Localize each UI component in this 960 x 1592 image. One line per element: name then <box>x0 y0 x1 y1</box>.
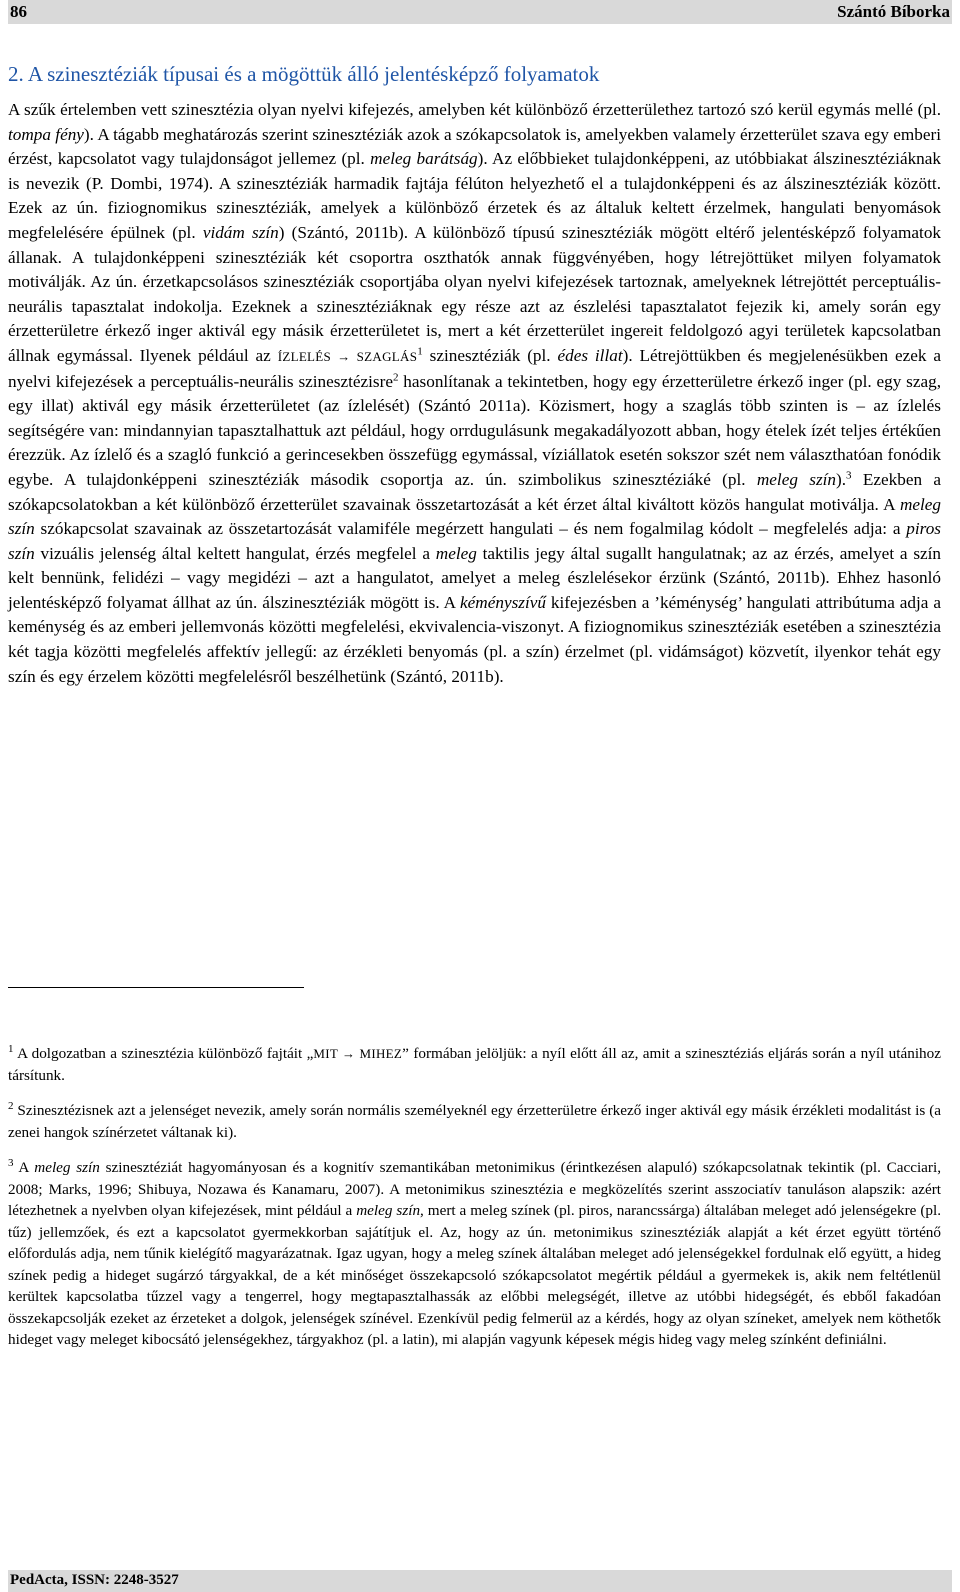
page-number: 86 <box>10 2 27 21</box>
footnotes <box>8 1043 941 1365</box>
example-term: tompa fény <box>8 124 84 144</box>
example-term: vidám szín <box>202 222 279 242</box>
text-run: Ezekben a szókapcsolatokban a két különböző érzetterület szavainak összetartozását a két érzet által kiváltott közös hangulat motiválja. A <box>8 469 941 514</box>
footnote-ref-2[interactable]: 2 <box>392 370 399 383</box>
running-author: Szántó Bíborka <box>837 2 950 21</box>
small-caps-term: ÍZLELÉS → SZAGLÁS <box>277 348 418 364</box>
text-run: Szinesztézisnek azt a jelenséget nevezik, amely során normális személyeknél egy érzetterületre érkező inger aktivál egy másik érzékleti modalitást is (a zenei hangok színérzetet váltanak ki). <box>8 1102 941 1141</box>
text-run: taktilis jegy által sugallt hangulatnak; az az érzés, amelyet a szín kelt bennünk, felidézi – vagy megidézi – azt a hangulatot, amelyet a meleg észlelésekor érzünk (Szántó, 2011b). Ehhez hasonló jelentésképző folyamat állhat az ún. álszinesztéziák mögött is. A <box>8 543 942 612</box>
example-term: meleg szín <box>356 1202 421 1219</box>
example-term: piros szín <box>8 519 941 563</box>
main-paragraph <box>8 98 941 689</box>
page-header <box>8 0 952 24</box>
text-run: ) (Szántó, 2011b). A különböző típusú szinesztéziák mögött eltérő jelentésképző folyamatok állanak. A tulajdonképpeni szinesztéziák két csoportra oszthatók annak függvényében, hogy létrejöttüket milyen folyamatok motiválják. Az ún. érzetkapcsolásos szinesztéziák csoportjába olyan nyelvi kifejezések tartoznak, amelyeknek létrejöttét perceptuális-neurális tapasztalat indokolja. Ezeknek a szinesztéziáknak egy része azt az észlelési tapasztalatot fejezik ki, amely során egy érzetterületre érkező inger aktivál egy másik érzetterületet is, mert a két érzetterület ingereit feldolgozó agyi területek kapcsolatban állnak egymással. Ilyenek például az <box>8 222 942 365</box>
text-run: szókapcsolat szavainak az összetartozását valamiféle megérzett hangulati – és nem fogalmilag kódolt – megfelelés adja: a <box>34 519 907 539</box>
example-term: meleg szín <box>8 494 941 539</box>
example-term: édes illat <box>557 345 623 365</box>
text-run: ). <box>836 469 847 489</box>
footnote-number: 3 <box>8 1156 14 1169</box>
text-run: szinesztéziát hagyományosan és a kognitív szemantikában metonimikus (érintkezésen alapuló) szókapcsolatnak tekintik (pl. Cacciari, 2008; Marks, 1996; Shibuya, Nozawa és Kanamaru, 2007). A metonimikus szinesztézia e megközelítés szerint asszociatív tanuláson alapszik: azért létezhetnek a nyelvben olyan kifejezések, mint például a <box>8 1159 941 1219</box>
page-footer <box>8 1570 952 1592</box>
text-run: ” formában jelöljük: a nyíl előtt áll az, amit a szinesztéziás eljárás során a nyíl utánihoz társítunk. <box>8 1045 941 1084</box>
text-run: szinesztéziák (pl. <box>422 345 558 365</box>
text-run: , mert a meleg színek (pl. piros, narancssárga) általában meleget adó jelenségekre (pl. tűz) jellemzőek, és ezt a kapcsolatot gyermekkorban sajátítjuk el. Az, hogy az ún. metonimikus szinesztéziák alapját a két érzet együtt történő előfordulás adja, nem tűnik kielégítő magyarázatnak. Igaz ugyan, hogy a meleg színek általában meleget adó jelenségekkel fordulnak elő együtt, a hideg színek pedig a hideget sugárzó tárgyakkal, de a két minőséget összekapcsoló szókapcsolatot megértik például a gyermekek is, akik nem feltétlenül kerültek kapcsolatba tűzzel vagy a tengerrel, hogy megtapasztalhassák az előbbi melegségét, illetve az utóbbi hidegségét, és ebből fakadóan összekapcsolják ezeket az érzeteket a dolgok, jelenségek színével. Ezenkívül pedig felmerül az a kérdés, hogy az olyan színeket, amelyek nem köthetők hideget vagy meleget kibocsátó jelenségekhez, tárgyakhoz (pl. a latin), mi alapján vagyunk képesek mégis hideg vagy meleg színként definiálni. <box>8 1202 941 1348</box>
section-title: 2. A szinesztéziák típusai és a mögöttük álló jelentésképző folyamatok <box>8 62 600 86</box>
footnote-1 <box>8 1043 941 1086</box>
footnote-number: 2 <box>8 1099 14 1112</box>
footnote-separator <box>8 987 304 988</box>
text-run: hasonlítanak a tekintetben, hogy egy érzetterületre érkező inger (pl. egy szag, egy illat) aktivál egy másik érzetterületet (az ízlelését) (Szántó 2011a). Közismert, hogy a szaglás több szinten is – az ízlelés segítségére van: mindannyian tapasztalhattuk azt például, hogy orrdugulásunk megakadályozott abban, hogy ételek ízét teljes értékűen érezzük. Az ízlelő és a szagló funkció a gerincesekben összefügg egymással, víziállatok esetén sokszor szét nem választhatóan fonódik egybe. A tulajdonképpeni szinesztéziák második csoportja az. ún. szimbolikus szinesztéziáké (pl. <box>8 371 941 489</box>
text-run: ). Az előbbieket tulajdonképpeni, az utóbbiakat álszinesztéziáknak is nevezik (P. Dombi, 1974). A szinesztéziák harmadik fajtája félúton helyezhető el a tulajdonképpeni és az álszinesztéziák között. Ezek az ún. fiziognomikus szinesztéziák, amelyek a különböző érzetek és az általuk keltett érzelmek, hangulati benyomások megfelelésére épülnek (pl. <box>8 149 941 242</box>
text-run: A szűk értelemben vett szinesztézia olyan nyelvi kifejezés, amelyben két különböző érzetterülethez tartozó szó kerül egymás mellé (pl. <box>8 100 941 119</box>
example-term: meleg szín <box>34 1159 100 1176</box>
footnote-3 <box>8 1157 941 1351</box>
small-caps-term: MIT → MIHEZ <box>313 1046 403 1061</box>
text-run: vizuális jelenség által keltett hangulat, érzés megfelel a <box>34 543 436 563</box>
example-term: meleg szín <box>756 469 837 489</box>
example-term: meleg <box>435 543 477 563</box>
example-term: meleg barátság <box>370 149 478 169</box>
journal-info: PedActa, ISSN: 2248-3527 <box>10 1572 179 1588</box>
footnote-ref-1[interactable]: 1 <box>417 345 423 358</box>
text-run: kifejezésben a ’kéménység’ hangulati attribútuma adja a keménység és az emberi jellemvonás közötti megfelelési, ekvivalencia-viszonyt. A fiziognomikus szinesztéziák esetében a szinesztézia két tagja közötti megfelelés affektív jellegű: az érzékleti benyomás (pl. a szín) érzelmet (pl. vidámságot) közvetít, ilyenkor tehát egy szín és egy érzelem közötti megfelelésről beszélhetünk (Szántó, 2011b). <box>8 592 941 686</box>
text-run: A <box>13 1159 35 1176</box>
footnote-2 <box>8 1100 941 1143</box>
example-term: kéményszívű <box>460 592 546 612</box>
body-text <box>8 98 941 689</box>
text-run: A dolgozatban a szinesztézia különböző fajtáit „ <box>13 1045 314 1062</box>
text-run: ). Létrejöttükben és megjelenésükben ezek a nyelvi kifejezések a perceptuális-neurális szinesztézisre <box>8 345 941 391</box>
text-run: ). A tágabb meghatározás szerint szinesztéziák azok a szókapcsolatok is, amelyekben valamely érzetterület szava egy emberi érzést, kapcsolatot vagy tulajdonságot jellemez (pl. <box>8 124 941 169</box>
footnote-ref-3[interactable]: 3 <box>846 469 852 482</box>
footnote-number: 1 <box>8 1042 14 1055</box>
